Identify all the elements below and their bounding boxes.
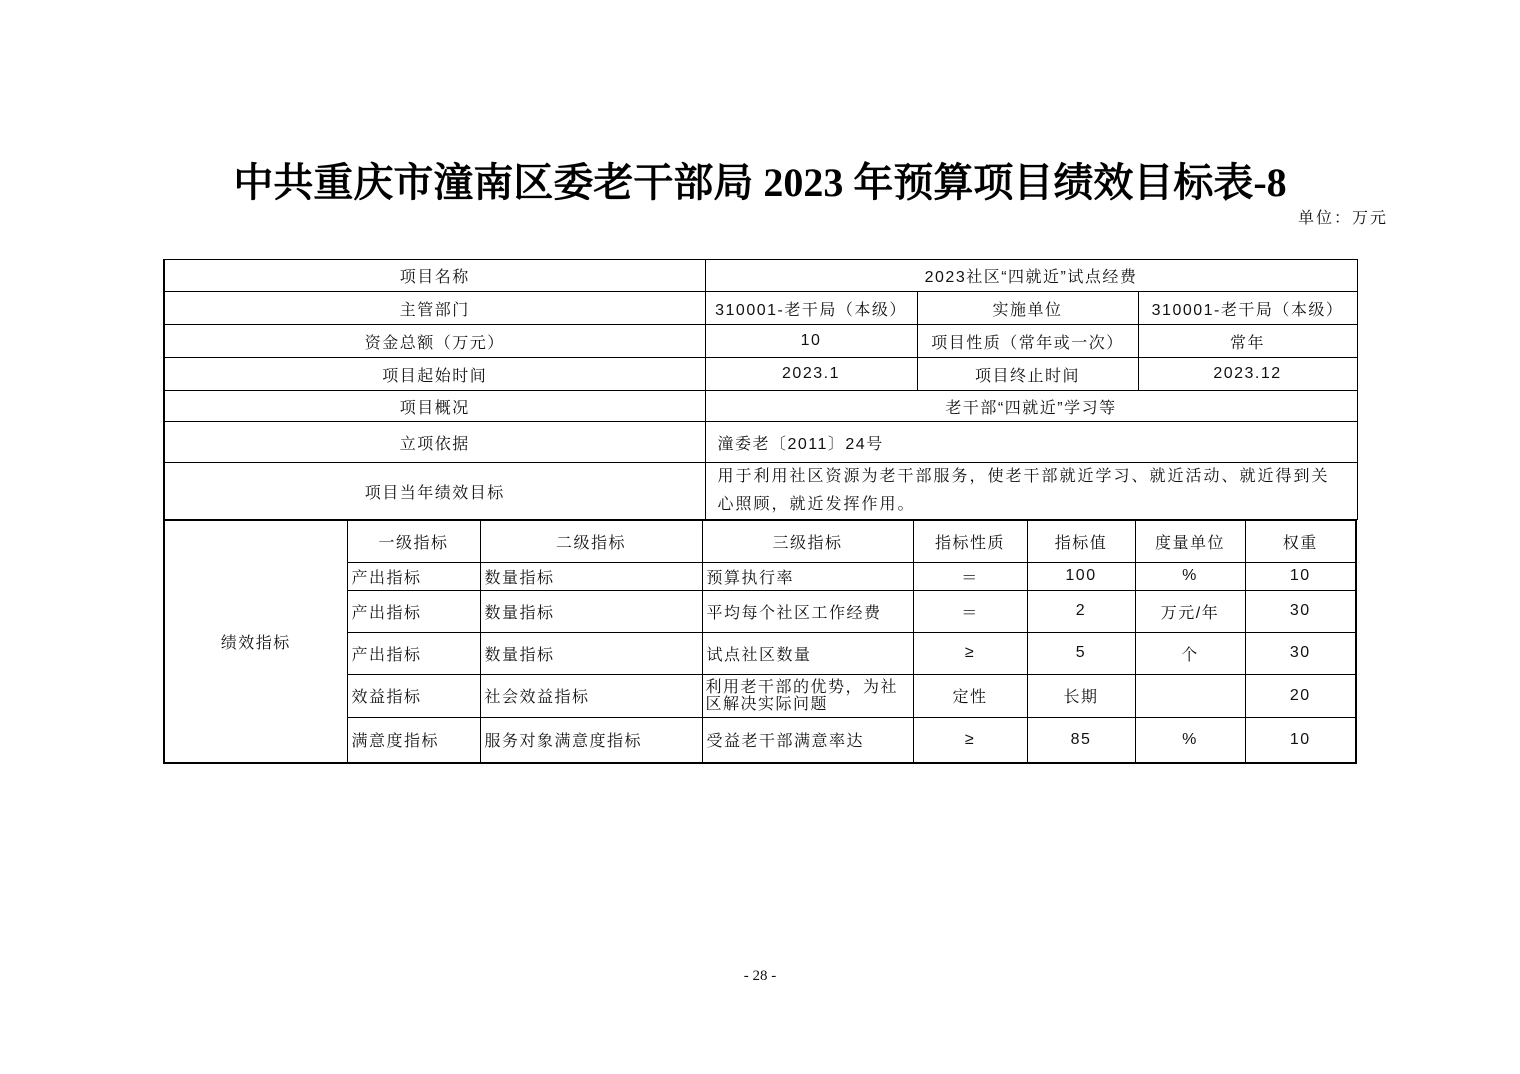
indicator-value: 2 [1027, 590, 1135, 632]
level2-indicator: 社会效益指标 [480, 674, 702, 717]
level1-indicator: 产出指标 [347, 562, 480, 590]
goal-label: 项目当年绩效目标 [164, 463, 705, 520]
weight: 20 [1245, 674, 1356, 717]
overview-row [164, 391, 1357, 422]
indicator-nature: ≥ [913, 632, 1027, 674]
indicator-nature: ＝ [913, 590, 1027, 632]
measurement-unit: 个 [1135, 632, 1245, 674]
weight: 10 [1245, 717, 1356, 763]
department-value: 310001-老干局（本级） [705, 292, 917, 325]
project-info-table [163, 259, 1358, 520]
start-time-label: 项目起始时间 [164, 358, 705, 391]
header-unit: 度量单位 [1135, 520, 1245, 562]
level2-indicator: 数量指标 [480, 562, 702, 590]
basis-label: 立项依据 [164, 422, 705, 463]
indicators-header-row [164, 520, 1356, 562]
indicator-nature: ＝ [913, 562, 1027, 590]
basis-row [164, 422, 1357, 463]
indicators-section-label: 绩效指标 [164, 520, 347, 763]
page-number: - 28 - [743, 968, 777, 984]
department-label: 主管部门 [164, 292, 705, 325]
measurement-unit: % [1135, 562, 1245, 590]
department-row [164, 292, 1357, 325]
start-time-value: 2023.1 [705, 358, 917, 391]
level3-indicator: 平均每个社区工作经费 [702, 590, 913, 632]
implementing-unit-value: 310001-老干局（本级） [1138, 292, 1357, 325]
goal-value: 用于利用社区资源为老干部服务，使老干部就近学习、就近活动、就近得到关心照顾，就近发挥作用。 [705, 463, 1357, 520]
level1-indicator: 满意度指标 [347, 717, 480, 763]
header-value: 指标值 [1027, 520, 1135, 562]
period-row [164, 358, 1357, 391]
measurement-unit: % [1135, 717, 1245, 763]
header-level3: 三级指标 [702, 520, 913, 562]
project-name-value: 2023社区“四就近”试点经费 [705, 260, 1357, 292]
level3-indicator: 试点社区数量 [702, 632, 913, 674]
page-title: 中共重庆市潼南区委老干部局 2023 年预算项目绩效目标表-8 [233, 160, 1287, 205]
indicators-table [163, 519, 1357, 764]
indicator-nature: ≥ [913, 717, 1027, 763]
goal-row [164, 463, 1357, 520]
basis-value: 潼委老〔2011〕24号 [705, 422, 1357, 463]
level2-indicator: 服务对象满意度指标 [480, 717, 702, 763]
level3-indicator: 受益老干部满意率达 [702, 717, 913, 763]
level3-indicator: 预算执行率 [702, 562, 913, 590]
level1-indicator: 效益指标 [347, 674, 480, 717]
indicator-nature: 定性 [913, 674, 1027, 717]
header-level2: 二级指标 [480, 520, 702, 562]
weight: 30 [1245, 590, 1356, 632]
project-name-label: 项目名称 [164, 260, 705, 292]
header-weight: 权重 [1245, 520, 1356, 562]
project-name-row [164, 260, 1357, 292]
implementing-unit-label: 实施单位 [917, 292, 1138, 325]
overview-value: 老干部“四就近”学习等 [705, 391, 1357, 422]
project-nature-value: 常年 [1138, 325, 1357, 358]
weight: 10 [1245, 562, 1356, 590]
indicator-value: 长期 [1027, 674, 1135, 717]
indicator-value: 5 [1027, 632, 1135, 674]
fund-total-label: 资金总额（万元） [164, 325, 705, 358]
indicator-value: 100 [1027, 562, 1135, 590]
fund-row [164, 325, 1357, 358]
header-level1: 一级指标 [347, 520, 480, 562]
overview-label: 项目概况 [164, 391, 705, 422]
indicator-value: 85 [1027, 717, 1135, 763]
end-time-label: 项目终止时间 [917, 358, 1138, 391]
unit-label: 单位：万元 [1297, 210, 1388, 227]
weight: 30 [1245, 632, 1356, 674]
header-nature: 指标性质 [913, 520, 1027, 562]
level3-indicator: 利用老干部的优势，为社区解决实际问题 [702, 674, 913, 717]
level2-indicator: 数量指标 [480, 632, 702, 674]
fund-total-value: 10 [705, 325, 917, 358]
project-nature-label: 项目性质（常年或一次） [917, 325, 1138, 358]
measurement-unit [1135, 674, 1245, 717]
level1-indicator: 产出指标 [347, 590, 480, 632]
end-time-value: 2023.12 [1138, 358, 1357, 391]
level1-indicator: 产出指标 [347, 632, 480, 674]
measurement-unit: 万元/年 [1135, 590, 1245, 632]
level2-indicator: 数量指标 [480, 590, 702, 632]
